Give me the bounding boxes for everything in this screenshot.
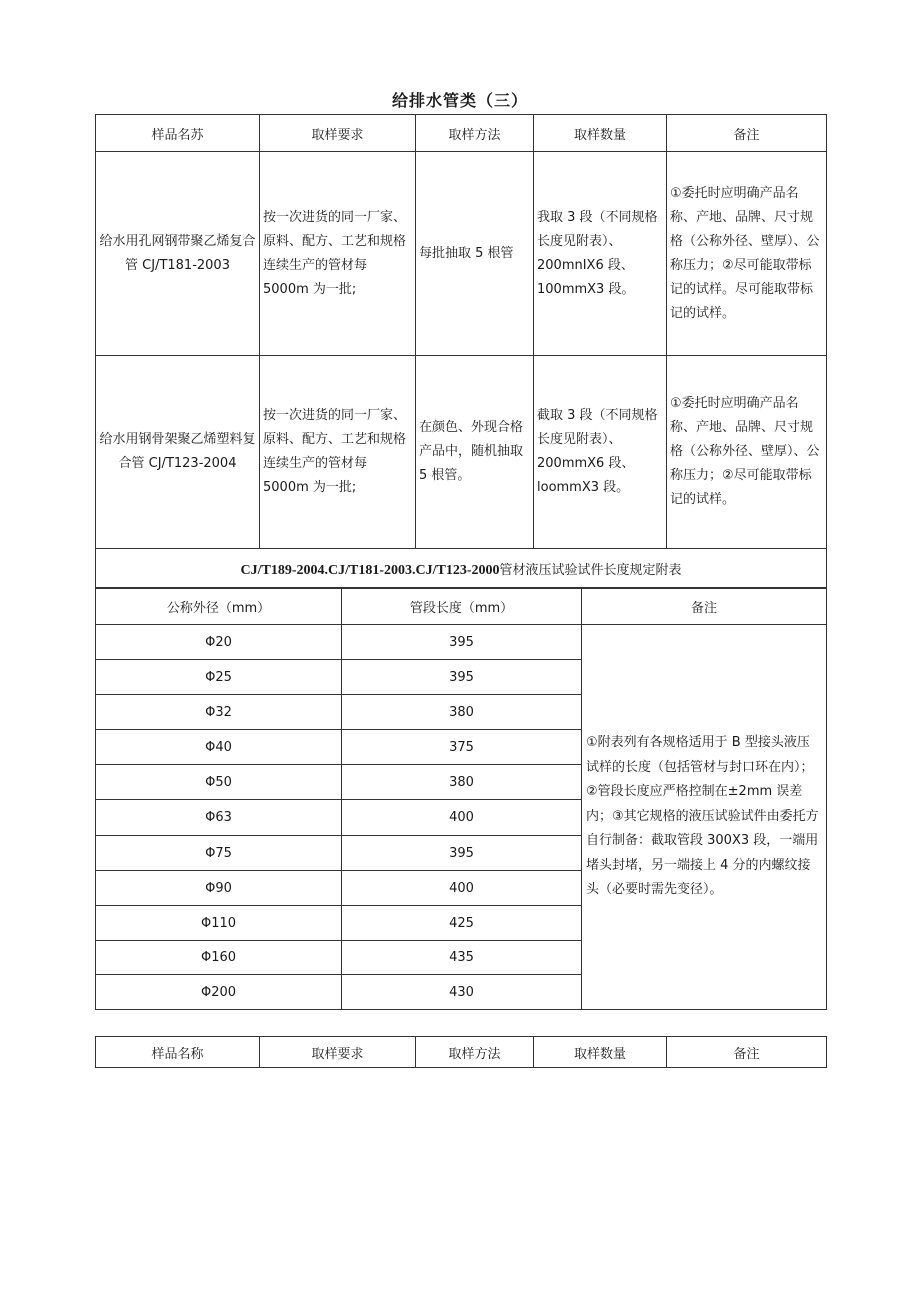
segment-length: 430 — [342, 975, 582, 1010]
sampling-table — [95, 114, 827, 589]
sample-remark: ①委托时应明确产品名称、产地、品牌、尺寸规格（公称外径、壁厚）、公称压力；②尽可能取带标记的试样。尽可能取带标记的试样。 — [667, 152, 827, 356]
sample-name: 给水用孔网钢带聚乙烯复合管 CJ/T181-2003 — [96, 152, 260, 356]
page-title: 给排水管类（三） — [391, 91, 528, 110]
segment-length: 395 — [342, 836, 582, 871]
appendix-header-row — [96, 588, 827, 625]
outer-diameter: Φ90 — [96, 871, 342, 906]
next-sampling-table — [95, 1036, 827, 1068]
header-remark: 备注 — [667, 1037, 827, 1068]
sample-method: 在颜色、外现合格产品中，随机抽取 5 根管。 — [416, 356, 534, 549]
sample-requirement: 按一次进货的同一厂家、原料、配方、工艺和规格连续生产的管材每 5000m 为一批; — [260, 356, 416, 549]
segment-length: 425 — [342, 906, 582, 941]
segment-length: 375 — [342, 730, 582, 765]
sample-method: 每批抽取 5 根管 — [416, 152, 534, 356]
outer-diameter: Φ160 — [96, 941, 342, 975]
table-header-row — [96, 115, 827, 152]
outer-diameter: Φ50 — [96, 765, 342, 800]
header-requirement: 取样要求 — [260, 1037, 416, 1068]
outer-diameter: Φ20 — [96, 625, 342, 660]
header-quantity: 取样数量 — [534, 115, 667, 152]
appendix-caption-code: CJ/T189-2004.CJ/T181-2003.CJ/T123-2000 — [240, 562, 500, 578]
segment-length: 380 — [342, 695, 582, 730]
sample-remark: ①委托时应明确产品名称、产地、品牌、尺寸规格（公称外径、壁厚）、公称压力；②尽可能取带标记的试样。 — [667, 356, 827, 549]
header-sample-name: 样品名称 — [96, 1037, 260, 1068]
segment-length: 400 — [342, 800, 582, 836]
header-segment-length: 管段长度（mm） — [342, 588, 582, 625]
appendix-caption-text: 管材液压试验试件长度规定附表 — [499, 562, 682, 578]
outer-diameter: Φ110 — [96, 906, 342, 941]
outer-diameter: Φ200 — [96, 975, 342, 1010]
segment-length: 395 — [342, 625, 582, 660]
table-row — [96, 356, 827, 549]
table-header-row — [96, 1037, 827, 1068]
segment-length: 435 — [342, 941, 582, 975]
appendix-note: ①附表列有各规格适用于 B 型接头液压试样的长度（包括管材与封口环在内）；②管段长度应严格控制在±2mm 误差内；③其它规格的液压试验试件由委托方自行制备：截取管段 300X3 段，一端用堵头封堵，另一端接上 4 分的内螺纹接头（必要时需先变径）。 — [582, 625, 827, 1010]
sample-requirement: 按一次进货的同一厂家、原料、配方、工艺和规格连续生产的管材每 5000m 为一批; — [260, 152, 416, 356]
header-remark: 备注 — [667, 115, 827, 152]
outer-diameter: Φ40 — [96, 730, 342, 765]
outer-diameter: Φ25 — [96, 660, 342, 695]
segment-length: 400 — [342, 871, 582, 906]
header-appendix-remark: 备注 — [582, 588, 827, 625]
table-row — [96, 152, 827, 356]
header-quantity: 取样数量 — [534, 1037, 667, 1068]
sample-name: 给水用钢骨架聚乙烯塑料复合管 CJ/T123-2004 — [96, 356, 260, 549]
header-outer-diameter: 公称外径（mm） — [96, 588, 342, 625]
table-row — [96, 625, 827, 660]
segment-length: 395 — [342, 660, 582, 695]
outer-diameter: Φ75 — [96, 836, 342, 871]
segment-length: 380 — [342, 765, 582, 800]
sample-quantity: 我取 3 段（不同规格长度见附表）、200mnIX6 段、100mmX3 段。 — [534, 152, 667, 356]
outer-diameter: Φ63 — [96, 800, 342, 836]
appendix-caption — [96, 549, 827, 589]
sample-quantity: 截取 3 段（不同规格长度见附表）、200mmX6 段、loommX3 段。 — [534, 356, 667, 549]
outer-diameter: Φ32 — [96, 695, 342, 730]
appendix-table — [95, 587, 827, 1010]
header-requirement: 取样要求 — [260, 115, 416, 152]
header-method: 取样方法 — [416, 1037, 534, 1068]
header-sample-name: 样品名苏 — [96, 115, 260, 152]
appendix-caption-row — [96, 549, 827, 589]
header-method: 取样方法 — [416, 115, 534, 152]
